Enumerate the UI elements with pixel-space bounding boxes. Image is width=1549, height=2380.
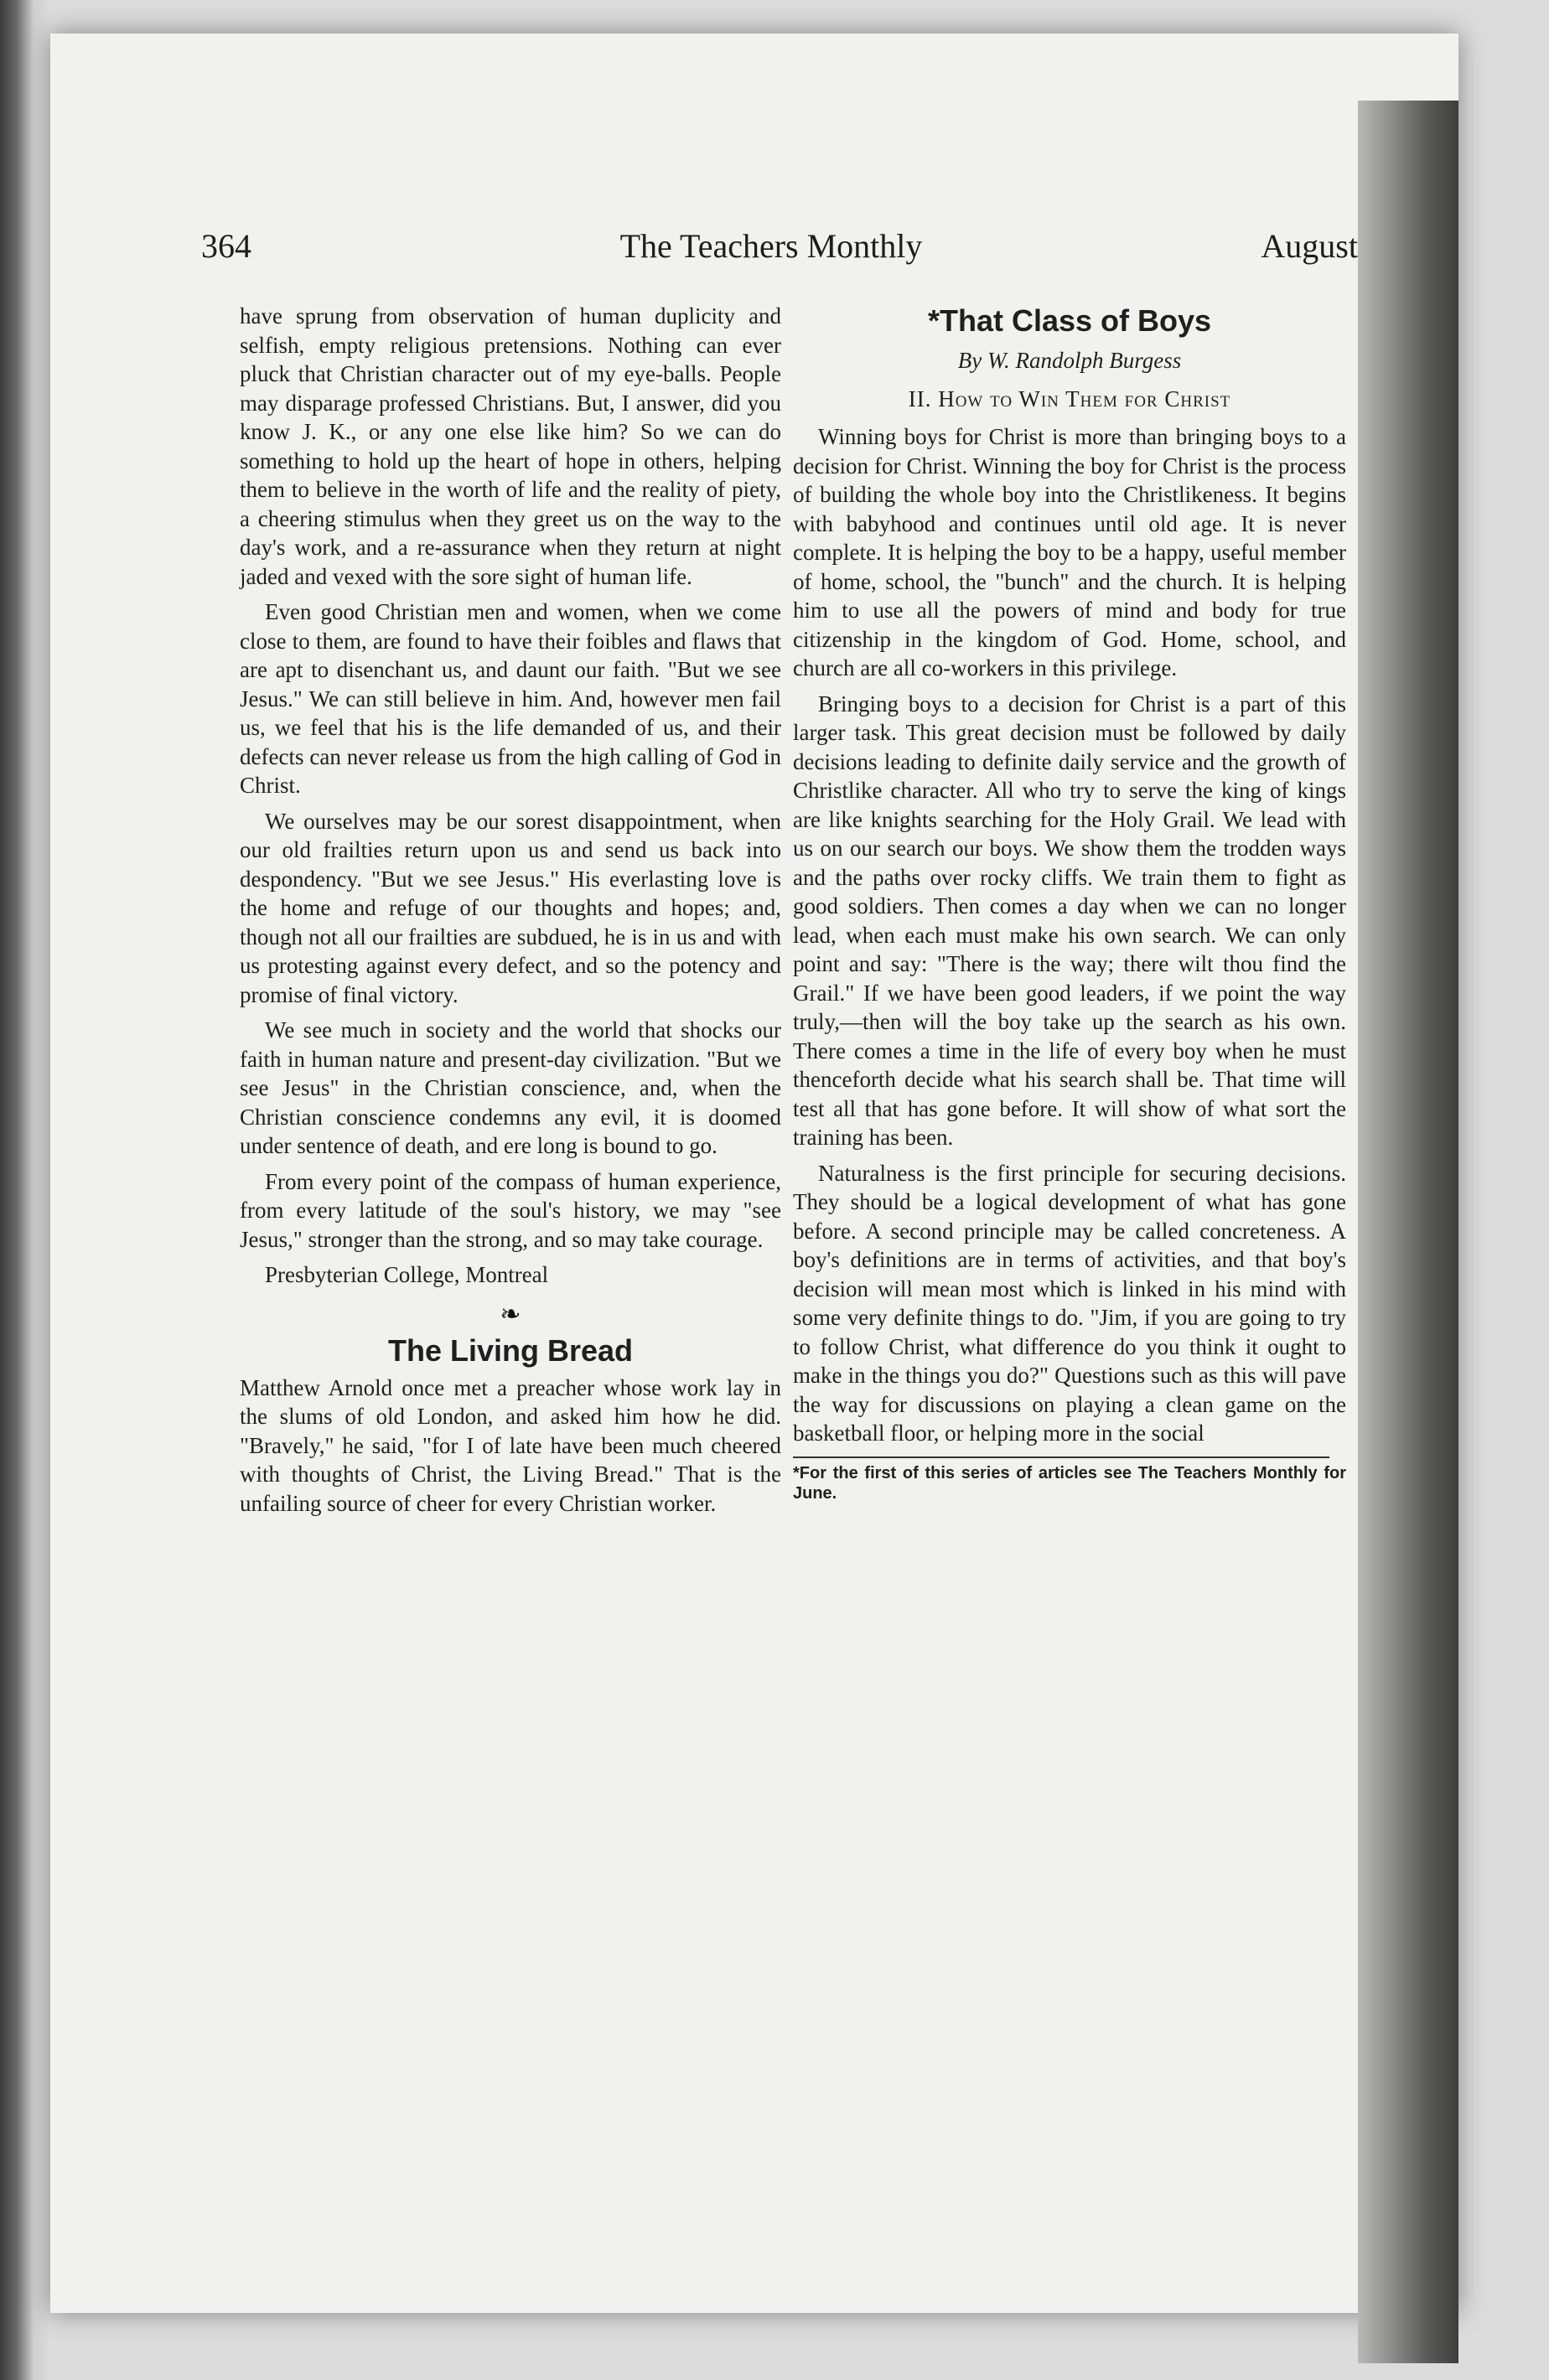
living-bread-title: The Living Bread bbox=[387, 1332, 634, 1368]
running-head bbox=[184, 218, 1358, 285]
page-number: 364 bbox=[201, 227, 251, 265]
page-edge-shadow bbox=[1358, 101, 1458, 2363]
journal-title: The Teachers Monthly bbox=[619, 227, 923, 265]
article-title: *That Class of Boys bbox=[927, 303, 1212, 338]
paragraph: Naturalness is the first principle for securing decisions. They should be a logical development of what has gone before. A second principle may be called concreteness. A boy's definitions are in terms of activities, and that boy's decision will mean most which is linked in his mind with some very definite things to do. "Jim, if you are going to try to follow Christ, what difference do you think it ought to make in the things you do?" Questions such as this will pave the way for discussions on playing a clean game on the basketball floor, or helping more in the social bbox=[793, 1160, 1346, 1446]
paragraph: have sprung from observation of human duplicity and selfish, empty religious pretensions. Nothing can ever pluck that Christian character out of my eye-balls. People may disparage professed Christians. But, I answer, did you know J. K., or any one else like him? So we can do something to hold up the heart of hope in others, helping them to believe in the worth of life and the reality of piety, a cheering stimulus when they greet us on the way to the day's work, and a re-assurance when they return at night jaded and vexed with the sore sight of human life. bbox=[240, 303, 781, 589]
subhead: II. How to Win Them for Christ bbox=[908, 386, 1231, 411]
paragraph: Bringing boys to a decision for Christ is a part of this larger task. This great decision must be followed by daily decisions leading to definite daily service and the growth of Christlike character. All who try to serve the king of kings are like knights searching for the Holy Grail. We lead with us on our search our boys. We show them the trodden ways and the paths over rocky cliffs. We train them to fight as good soldiers. Then comes a day when we can no longer lead, when each must make his own search. We can only point and say: "There is the way; there wilt thou find the Grail." If we have been good leaders, if we point the way truly,—then will the boy take up the search as his own. There comes a time in the life of every boy when he must thenceforth decide what his search shall be. That time will test all that has gone before. It will show of what sort the training has been. bbox=[793, 691, 1346, 1150]
footnote-rule bbox=[793, 1456, 1329, 1458]
left-column bbox=[240, 302, 781, 1524]
right-column bbox=[793, 302, 1346, 1503]
paragraph: Winning boys for Christ is more than bringing boys to a decision for Christ. Winning the boy for Christ is the process of building the whole boy into the Christlikeness. It begins with babyhood and continues until old age. It is never complete. It is helping the boy to be a happy, useful member of home, school, the "bunch" and the church. It is helping him to use all the powers of mind and body for true citizenship in the kingdom of God. Home, school, and church are all co-workers in this privilege. bbox=[793, 424, 1346, 680]
paragraph: From every point of the compass of human experience, from every latitude of the soul's history, we may "see Jesus," stronger than the strong, and so may take courage. bbox=[240, 1168, 781, 1252]
paragraph: Matthew Arnold once met a preacher whose work lay in the slums of old London, and asked him how he did. "Bravely," he said, "for I of late have been much cheered with thoughts of Christ, the Living Bread." That is the unfailing source of cheer for every Christian worker. bbox=[240, 1374, 781, 1516]
paragraph: We ourselves may be our sorest disappointment, when our old frailties return upon us and send us back into despondency. "But we see Jesus." His everlasting love is the home and refuge of our thoughts and hopes; and, though not all our frailties are subdued, he is in us and with us protesting against every defect, and so the potency and promise of final victory. bbox=[240, 808, 781, 1007]
issue-month: August bbox=[1261, 227, 1358, 265]
byline: By W. Randolph Burgess bbox=[957, 348, 1182, 373]
paragraph: Even good Christian men and women, when we come close to them, are found to have their foibles and flaws that are apt to disenchant us, and daunt our faith. "But we see Jesus." We can still believe in him. And, however men fail us, we feel that his is the life demanded of us, and their defects can never release us from the high calling of God in Christ. bbox=[240, 599, 781, 798]
footnote: *For the first of this series of articles see The Teachers Monthly for June. bbox=[793, 1463, 1346, 1503]
signoff: Presbyterian College, Montreal bbox=[265, 1262, 549, 1287]
fleuron-icon: ❧ bbox=[500, 1300, 521, 1328]
paragraph: We see much in society and the world that shocks our faith in human nature and present-day civilization. "But we see Jesus" in the Christian conscience, and, when the Christian conscience condemns any evil, it is doomed under sentence of death, and ere long is bound to go. bbox=[240, 1017, 781, 1158]
